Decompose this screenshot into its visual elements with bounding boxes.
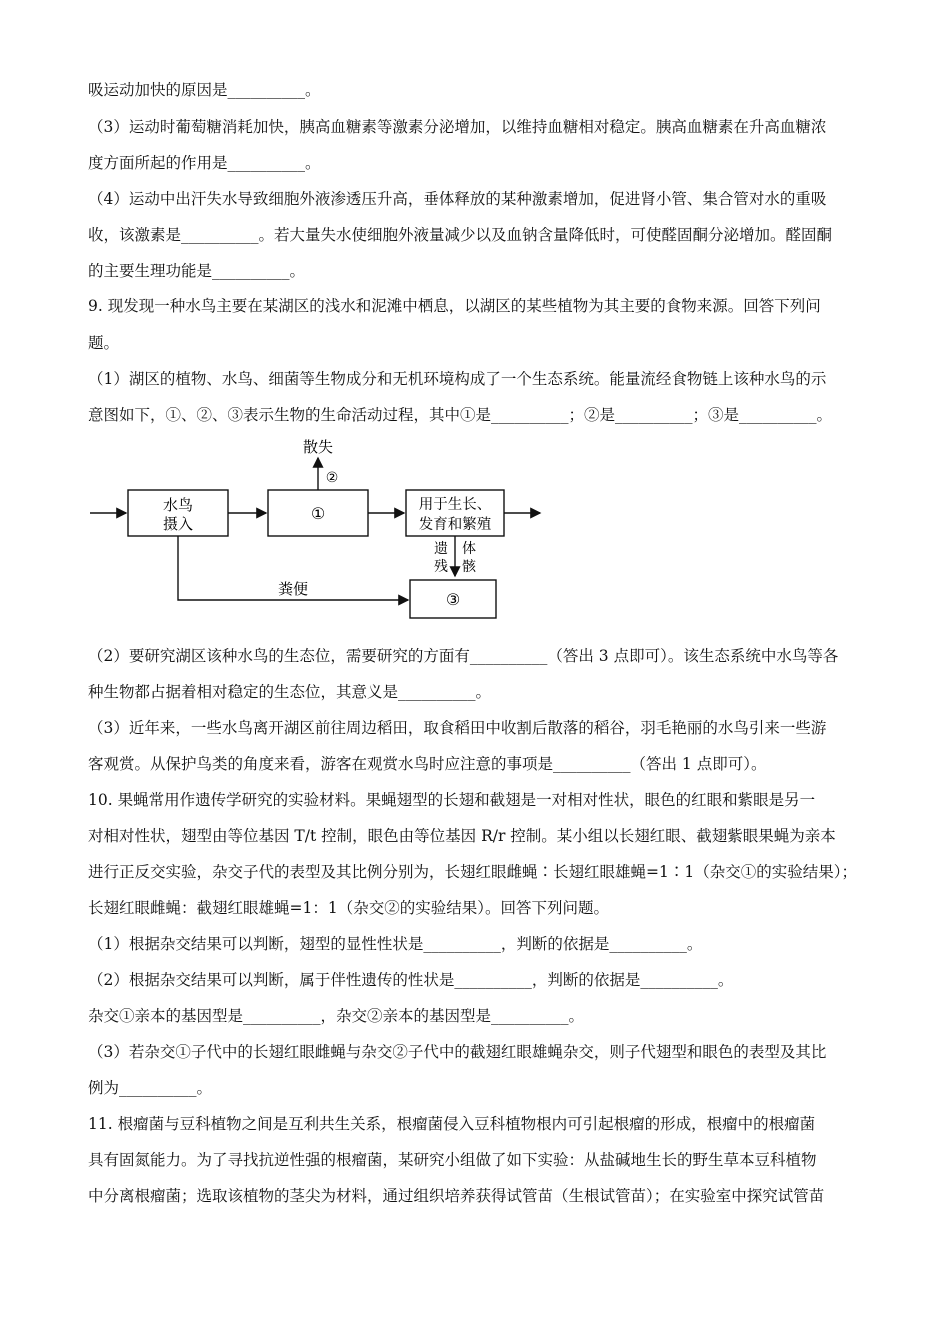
text-line: 意图如下，①、②、③表示生物的生命活动过程，其中①是__________；②是__________；③是__________。 (88, 406, 833, 424)
process-1-label: ① (310, 504, 326, 523)
energy-flow-diagram (88, 430, 548, 630)
question-10-stem: 10. 果蝇常用作遗传学研究的实验材料。果蝇翅型的长翅和截翅是一对相对性状，眼色的红眼和紫眼是另一 (88, 791, 816, 809)
growth-label-2: 发育和繁殖 (418, 517, 492, 533)
remains-label-2: 残 (434, 559, 448, 575)
body-label-1: 体 (462, 541, 476, 557)
text-line: （3）近年来，一些水鸟离开湖区前往周边稻田，取食稻田中收割后散落的稻谷，羽毛艳丽的水鸟引来一些游 (88, 719, 827, 737)
text-line: 收，该激素是__________。若大量失水使细胞外液量减少以及血钠含量降低时，可使醛固酮分泌增加。醛固酮 (88, 226, 833, 244)
text-line: 度方面所起的作用是__________。 (88, 154, 321, 172)
text-line: （3）运动时葡萄糖消耗加快，胰高血糖素等激素分泌增加，以维持血糖相对稳定。胰高血糖素在升高血糖浓 (88, 118, 827, 136)
intake-label-1: 水鸟 (162, 496, 194, 514)
text-line: 具有固氮能力。为了寻找抗逆性强的根瘤菌，某研究小组做了如下实验：从盐碱地生长的野生草本豆科植物 (88, 1151, 817, 1169)
text-line: 进行正反交实验，杂交子代的表型及其比例分别为，长翅红眼雌蝇∶长翅红眼雄蝇=1∶1（杂交①的实验结果）； (88, 863, 857, 881)
question-9-stem: 9. 现发现一种水鸟主要在某湖区的浅水和泥滩中栖息，以湖区的某些植物为其主要的食物来源。回答下列问 (88, 297, 821, 315)
text-line: 客观赏。从保护鸟类的角度来看，游客在观赏水鸟时应注意的事项是__________（答出 1 点即可）。 (88, 755, 767, 773)
text-line: 长翅红眼雌蝇：截翅红眼雄蝇=1：1（杂交②的实验结果）。回答下列问题。 (88, 899, 609, 917)
text-line: （3）若杂交①子代中的长翅红眼雌蝇与杂交②子代中的截翅红眼雄蝇杂交，则子代翅型和眼色的表型及其比 (88, 1043, 827, 1061)
text-line: 中分离根瘤菌；选取该植物的茎尖为材料，通过组织培养获得试管苗（生根试管苗）；在实验室中探究试管苗 (88, 1187, 825, 1205)
text-line: （1）湖区的植物、水鸟、细菌等生物成分和无机环境构成了一个生态系统。能量流经食物链上该种水鸟的示 (88, 370, 827, 388)
text-line: 种生物都占据着相对稳定的生态位，其意义是__________。 (88, 683, 492, 701)
text-line: 的主要生理功能是__________。 (88, 262, 306, 280)
text-line: （2）根据杂交结果可以判断，属于伴性遗传的性状是__________，判断的依据是__________。 (88, 971, 734, 989)
text-line: （2）要研究湖区该种水鸟的生态位，需要研究的方面有__________（答出 3 点即可）。该生态系统中水鸟等各 (88, 647, 839, 665)
text-line: 吸运动加快的原因是__________。 (88, 81, 321, 99)
intake-label-2: 摄入 (162, 515, 194, 533)
body-label-2: 骸 (462, 559, 476, 575)
text-line: （4）运动中出汗失水导致细胞外液渗透压升高，垂体释放的某种激素增加，促进肾小管、集合管对水的重吸 (88, 190, 827, 208)
text-line: （1）根据杂交结果可以判断，翅型的显性性状是__________，判断的依据是__________。 (88, 935, 703, 953)
feces-label: 粪便 (277, 580, 309, 598)
growth-label-1: 用于生长、 (418, 497, 492, 513)
text-line: 题。 (88, 334, 120, 352)
text-line: 例为__________。 (88, 1079, 213, 1097)
loss-label: 散失 (302, 438, 334, 456)
text-line: 杂交①亲本的基因型是__________，杂交②亲本的基因型是__________。 (88, 1007, 585, 1025)
remains-label-1: 遗 (434, 541, 448, 557)
text-line: 对相对性状，翅型由等位基因 T/t 控制，眼色由等位基因 R/r 控制。某小组以长翅红眼、截翅紫眼果蝇为亲本 (88, 827, 836, 845)
process-3-label: ③ (445, 590, 461, 609)
question-11-stem: 11. 根瘤菌与豆科植物之间是互利共生关系，根瘤菌侵入豆科植物根内可引起根瘤的形成，根瘤中的根瘤菌 (88, 1115, 816, 1133)
process-2-label: ② (325, 470, 339, 486)
